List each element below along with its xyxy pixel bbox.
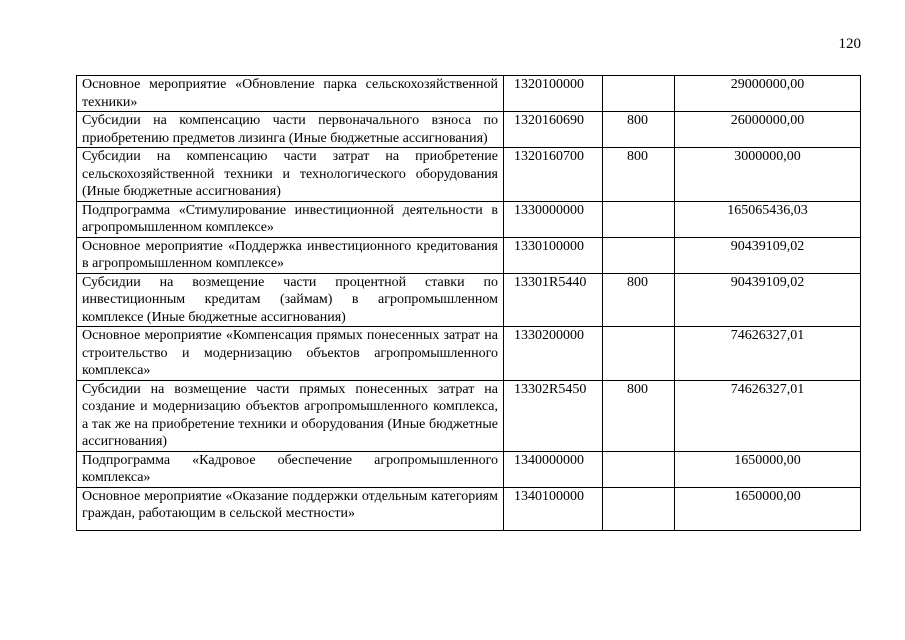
table-row bbox=[77, 237, 861, 273]
row-type-cell bbox=[603, 327, 675, 381]
table-row bbox=[77, 273, 861, 327]
table-row bbox=[77, 76, 861, 112]
row-code-cell: 1340000000 bbox=[504, 451, 603, 487]
row-type-cell bbox=[603, 451, 675, 487]
row-code-cell: 1320100000 bbox=[504, 76, 603, 112]
page-number: 120 bbox=[838, 36, 861, 52]
row-name-cell: Основное мероприятие «Обновление парка сельскохозяйственной техники» bbox=[77, 76, 504, 112]
row-amount-cell: 165065436,03 bbox=[675, 201, 861, 237]
row-amount-cell: 74626327,01 bbox=[675, 380, 861, 451]
row-name-cell: Основное мероприятие «Компенсация прямых понесенных затрат на строительство и модернизацию объектов агропромышленного комплекса» bbox=[77, 327, 504, 381]
row-name-cell: Субсидии на компенсацию части первоначального взноса по приобретению предметов лизинга (Иные бюджетные ассигнования) bbox=[77, 112, 504, 148]
row-type-cell bbox=[603, 201, 675, 237]
row-type-cell bbox=[603, 76, 675, 112]
row-code-cell: 1330000000 bbox=[504, 201, 603, 237]
row-name-cell: Субсидии на возмещение части процентной ставки по инвестиционным кредитам (займам) в агропромышленном комплексе (Иные бюджетные ассигнования) bbox=[77, 273, 504, 327]
row-name-cell: Основное мероприятие «Поддержка инвестиционного кредитования в агропромышленном комплексе» bbox=[77, 237, 504, 273]
table-row bbox=[77, 487, 861, 530]
row-code-cell: 1330100000 bbox=[504, 237, 603, 273]
row-name-cell: Подпрограмма «Кадровое обеспечение агропромышленного комплекса» bbox=[77, 451, 504, 487]
table-row bbox=[77, 380, 861, 451]
row-amount-cell: 90439109,02 bbox=[675, 237, 861, 273]
row-code-cell: 1320160700 bbox=[504, 148, 603, 202]
row-name-cell: Субсидии на возмещение части прямых понесенных затрат на создание и модернизацию объектов агропромышленного комплекса, а так же на приобретение техники и оборудования (Иные бюджетные ассигнования) bbox=[77, 380, 504, 451]
row-name-cell: Подпрограмма «Стимулирование инвестиционной деятельности в агропромышленном комплексе» bbox=[77, 201, 504, 237]
row-type-cell: 800 bbox=[603, 112, 675, 148]
table-row bbox=[77, 201, 861, 237]
table-row bbox=[77, 112, 861, 148]
row-code-cell: 1340100000 bbox=[504, 487, 603, 530]
row-amount-cell: 26000000,00 bbox=[675, 112, 861, 148]
row-name-cell: Основное мероприятие «Оказание поддержки отдельным категориям граждан, работающим в сельской местности» bbox=[77, 487, 504, 530]
row-type-cell bbox=[603, 487, 675, 530]
row-amount-cell: 3000000,00 bbox=[675, 148, 861, 202]
table-row bbox=[77, 327, 861, 381]
row-type-cell: 800 bbox=[603, 273, 675, 327]
row-type-cell: 800 bbox=[603, 148, 675, 202]
budget-table bbox=[76, 75, 861, 531]
table-row bbox=[77, 148, 861, 202]
row-code-cell: 1330200000 bbox=[504, 327, 603, 381]
row-code-cell: 13301R5440 bbox=[504, 273, 603, 327]
row-type-cell: 800 bbox=[603, 380, 675, 451]
row-code-cell: 13302R5450 bbox=[504, 380, 603, 451]
row-amount-cell: 1650000,00 bbox=[675, 451, 861, 487]
row-name-cell: Субсидии на компенсацию части затрат на приобретение сельскохозяйственной техники и технологического оборудования (Иные бюджетные ассигнования) bbox=[77, 148, 504, 202]
table-row bbox=[77, 451, 861, 487]
row-amount-cell: 29000000,00 bbox=[675, 76, 861, 112]
row-type-cell bbox=[603, 237, 675, 273]
row-code-cell: 1320160690 bbox=[504, 112, 603, 148]
row-amount-cell: 74626327,01 bbox=[675, 327, 861, 381]
row-amount-cell: 90439109,02 bbox=[675, 273, 861, 327]
row-amount-cell: 1650000,00 bbox=[675, 487, 861, 530]
